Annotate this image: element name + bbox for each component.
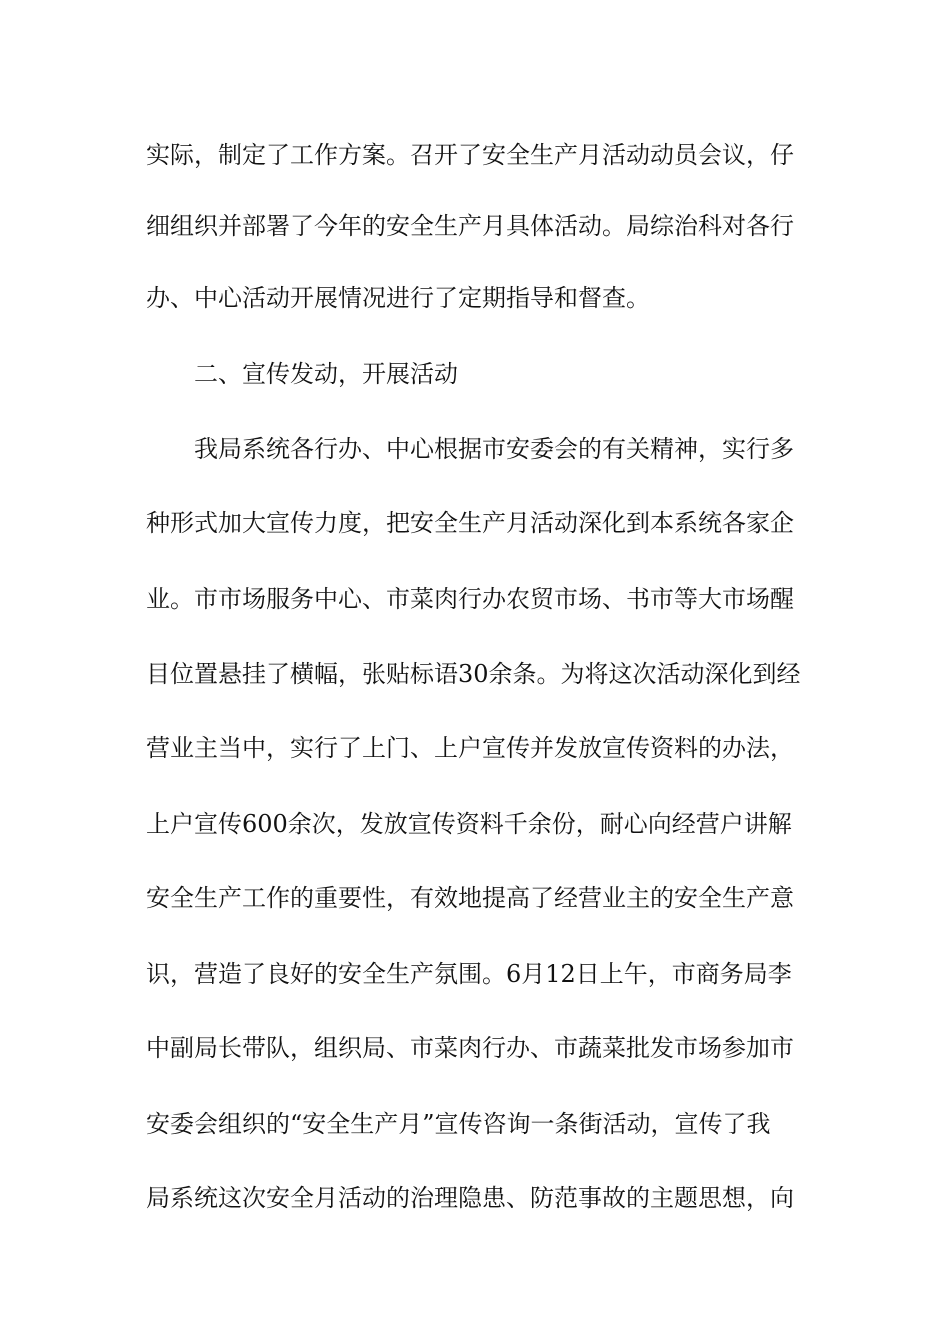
text-line: 中副局长带队，组织局、市菜肉行办、市蔬菜批发市场参加市 bbox=[146, 1034, 794, 1062]
text-line: 业。市市场服务中心、市菜肉行办农贸市场、书市等大市场醒 bbox=[146, 585, 794, 613]
text-line: 识，营造了良好的安全生产氛围。6月12日上午，市商务局李 bbox=[146, 960, 792, 988]
text-line: 目位置悬挂了横幅，张贴标语30余条。为将这次活动深化到经 bbox=[146, 660, 801, 688]
section-heading: 二、宣传发动，开展活动 bbox=[194, 360, 458, 388]
text-line: 细组织并部署了今年的安全生产月具体活动。局综治科对各行 bbox=[146, 212, 794, 240]
text-line: 局系统这次安全月活动的治理隐患、防范事故的主题思想，向 bbox=[146, 1184, 794, 1212]
text-line: 种形式加大宣传力度，把安全生产月活动深化到本系统各家企 bbox=[146, 509, 794, 537]
text-line: 营业主当中，实行了上门、上户宣传并发放宣传资料的办法， bbox=[146, 734, 794, 762]
text-line: 安全生产工作的重要性，有效地提高了经营业主的安全生产意 bbox=[146, 884, 794, 912]
text-line: 办、中心活动开展情况进行了定期指导和督查。 bbox=[146, 284, 650, 312]
text-line: 我局系统各行办、中心根据市安委会的有关精神，实行多 bbox=[194, 435, 794, 463]
text-line: 安委会组织的“安全生产月”宣传咨询一条街活动，宣传了我 bbox=[146, 1110, 771, 1138]
text-line: 实际，制定了工作方案。召开了安全生产月活动动员会议，仔 bbox=[146, 141, 794, 169]
text-line: 上户宣传600余次，发放宣传资料千余份，耐心向经营户讲解 bbox=[146, 810, 792, 838]
